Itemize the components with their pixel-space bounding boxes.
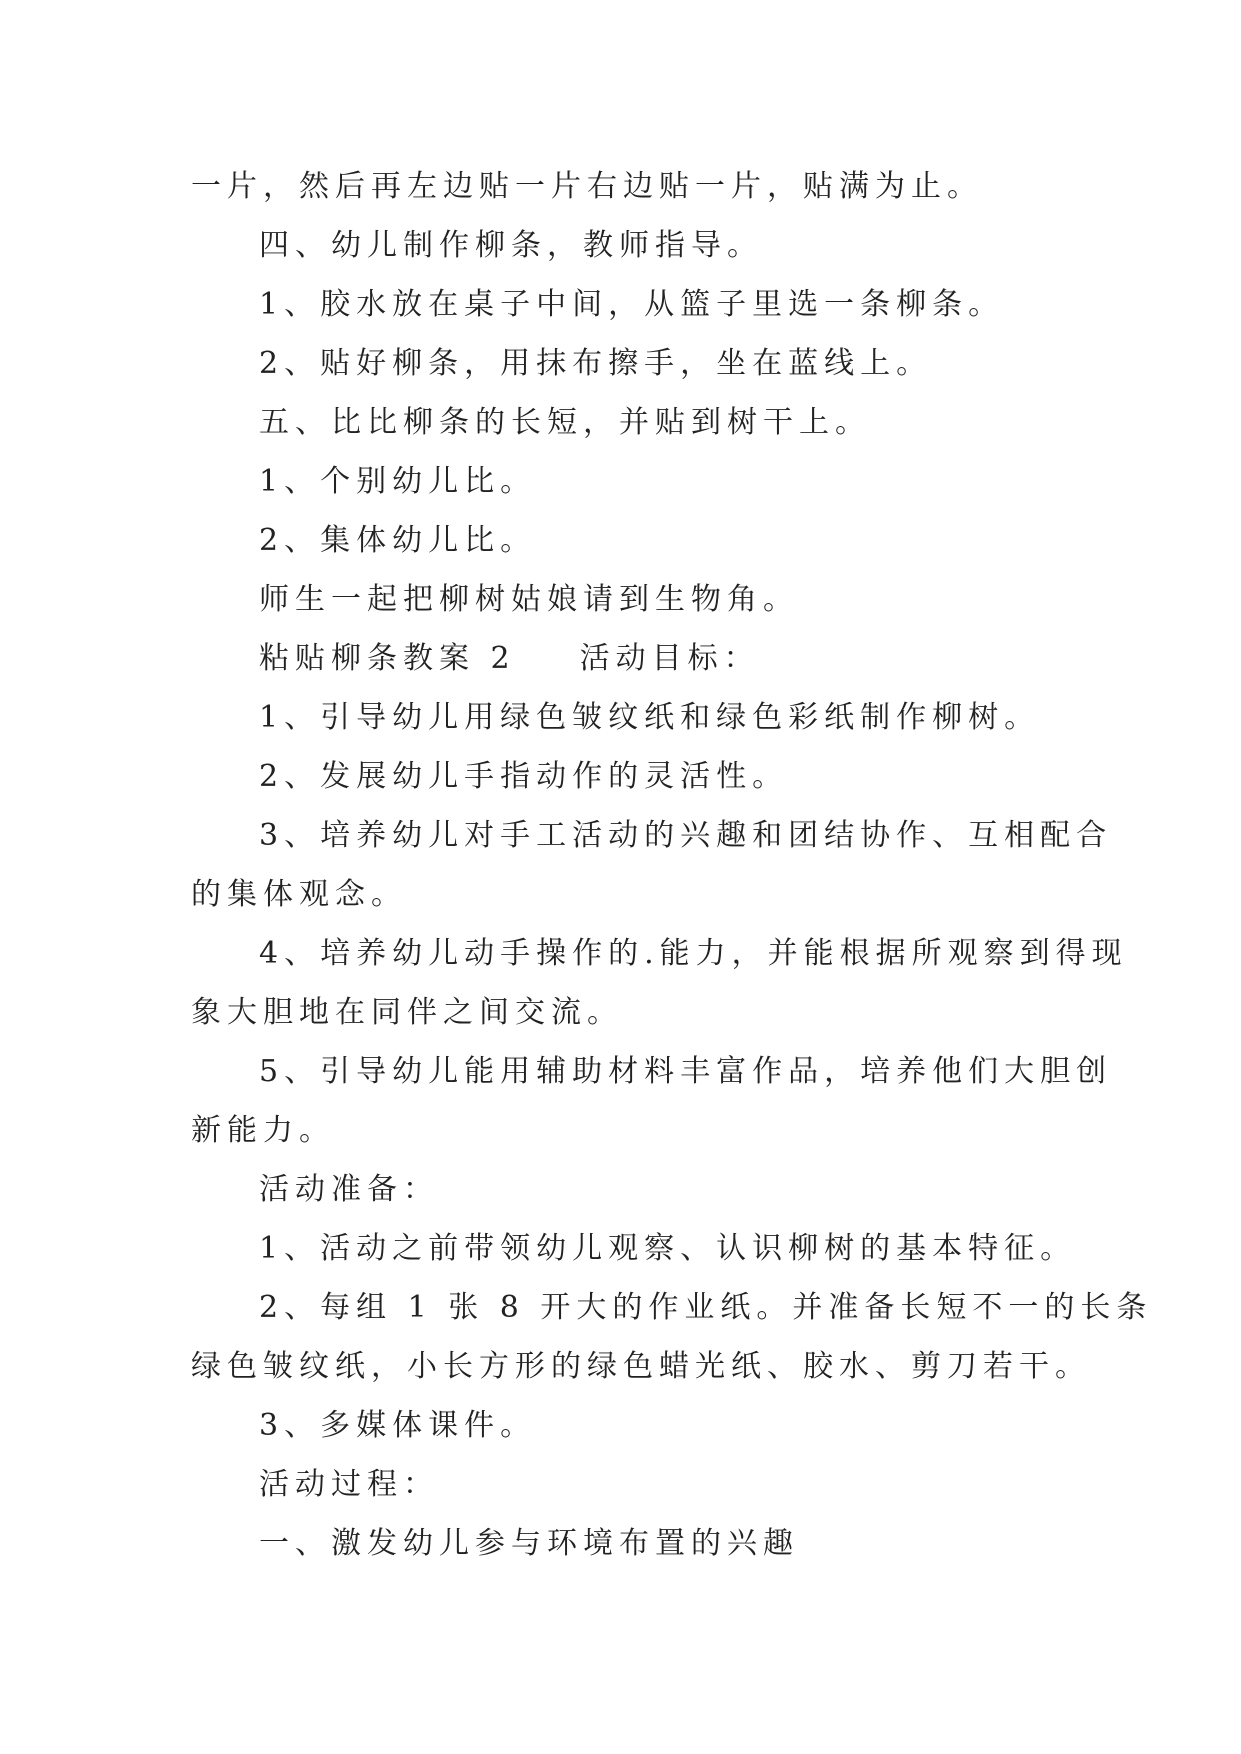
document-body [191,157,1153,1573]
list-item: 4、培养幼儿动手操作的.能力，并能根据所观察到得现 [259,936,1128,971]
list-item: 5、引导幼儿能用辅助材料丰富作品，培养他们大胆创 [259,1054,1113,1089]
preparation-heading: 活动准备： [259,1172,439,1207]
list-item: 3、培养幼儿对手工活动的兴趣和团结协作、互相配合 [259,818,1113,853]
list-item: 2、发展幼儿手指动作的灵活性。 [259,759,789,794]
section-heading-1: 一、激发幼儿参与环境布置的兴趣 [259,1526,799,1561]
list-item: 2、每组 1 张 8 开大的作业纸。并准备长短不一的长条 [259,1290,1153,1325]
section-heading-5: 五、比比柳条的长短，并贴到树干上。 [259,405,871,440]
text-line: 的集体观念。 [191,877,407,912]
list-item: 2、集体幼儿比。 [259,523,537,558]
goals-heading: 活动目标： [579,641,760,676]
list-item: 1、活动之前带领幼儿观察、认识柳树的基本特征。 [259,1231,1077,1266]
lesson-title: 粘贴柳条教案 2 [259,641,516,676]
section-heading-4: 四、幼儿制作柳条，教师指导。 [259,228,763,263]
list-item: 3、多媒体课件。 [259,1408,537,1443]
text-line: 新能力。 [191,1113,335,1148]
text-line: 师生一起把柳树姑娘请到生物角。 [259,582,799,617]
list-item: 2、贴好柳条，用抹布擦手，坐在蓝线上。 [259,346,933,381]
list-item: 1、个别幼儿比。 [259,464,537,499]
process-heading: 活动过程： [259,1467,439,1502]
text-line: 一片，然后再左边贴一片右边贴一片，贴满为止。 [191,169,983,204]
list-item: 1、胶水放在桌子中间，从篮子里选一条柳条。 [259,287,1005,322]
text-line: 象大胆地在同伴之间交流。 [191,995,623,1030]
text-line: 绿色皱纹纸，小长方形的绿色蜡光纸、胶水、剪刀若干。 [191,1349,1091,1384]
lesson-title-line [191,629,1053,688]
list-item: 1、引导幼儿用绿色皱纹纸和绿色彩纸制作柳树。 [259,700,1041,735]
